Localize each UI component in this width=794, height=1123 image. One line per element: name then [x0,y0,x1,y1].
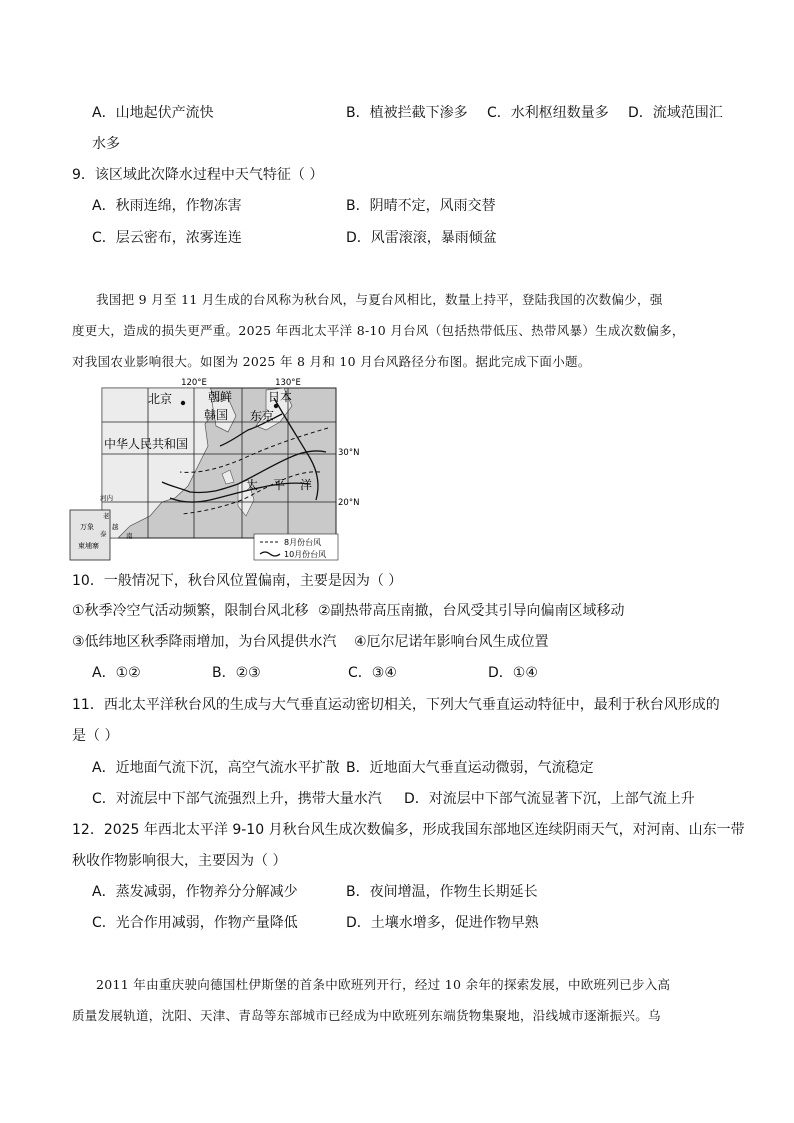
q10-option-c: C．③④ [348,665,397,681]
q10-option-b: B．②③ [212,665,261,681]
vietnam-label: 越 [112,523,119,531]
passage2-line1: 2011 年由重庆驶向德国杜伊斯堡的首条中欧班列开行，经过 10 余年的探索发展，中欧班列已步入高 [96,977,671,992]
beijing-label: 北京 [148,392,173,406]
q8-option-c: C．水利枢纽数量多 [487,105,609,121]
q9-option-b: B．阴晴不定，风雨交替 [346,198,496,214]
vientiane-label: 万象 [80,523,94,531]
q8-option-b: B．植被拦截下渗多 [346,105,468,121]
q10-statement-4: ④厄尔尼诺年影响台风生成位置 [354,634,549,650]
japan-label: 日本 [268,390,293,404]
q10-statement-2: ②副热带高压南撤，台风受其引导向偏南区域移动 [318,603,625,619]
lon-130-label: 130°E [275,378,301,388]
q11-option-c: C．对流层中下部气流强烈上升，携带大量水汽 [92,791,382,807]
q11-stem-line1: 11．西北太平洋秋台风的生成与大气垂直运动密切相关，下列大气垂直运动特征中，最利于秋台风形成的 [72,697,720,713]
typhoon-track-map [70,376,360,562]
lon-120-label: 120°E [181,378,207,388]
q12-option-d: D．土壤水增多，促进作物早熟 [346,915,539,931]
thailand-label: 泰 [100,530,107,538]
lat-20-label: 20°N [338,498,360,508]
hanoi-label: 河内 [100,494,113,502]
q10-statement-3: ③低纬地区秋季降雨增加，为台风提供水汽 [72,634,337,650]
q12-option-c: C．光合作用减弱，作物产量降低 [92,915,298,931]
passage1-line1: 我国把 9 月至 11 月生成的台风称为秋台风，与夏台风相比，数量上持平，登陆我国的次数偏少，强 [96,292,663,307]
lat-30-label: 30°N [338,448,360,458]
south-label: 南 [126,532,133,540]
passage1-line2: 度更大，造成的损失更严重。2025 年西北太平洋 8-10 月台风（包括热带低压、热带风暴）生成次数偏多， [72,323,685,338]
q10-option-d: D．①④ [488,665,538,681]
pacific-char-1: 太 [246,478,259,492]
cambodia-label: 柬埔寨 [78,542,99,550]
q12-stem-line2: 秋收作物影响很大，主要因为（ ） [72,853,287,869]
q11-option-b: B．近地面大气垂直运动微弱，气流稳定 [346,760,594,776]
legend-october-label: 10月份台风 [284,550,327,559]
tokyo-label: 东京 [250,409,275,423]
q8-option-a: A．山地起伏产流快 [92,105,214,121]
q11-option-a: A．近地面气流下沉，高空气流水平扩散 [92,760,340,776]
q11-option-d: D．对流层中下部气流显著下沉，上部气流上升 [404,791,695,807]
passage1-line3: 对我国农业影响很大。如图为 2025 年 8 月和 10 月台风路径分布图。据此完成下面小题。 [72,354,591,369]
legend-august-label: 8月份台风 [284,538,322,547]
laos-label: 老 [103,512,110,520]
q10-stem: 10．一般情况下，秋台风位置偏南，主要是因为（ ） [72,573,403,589]
q12-stem-line1: 12．2025 年西北太平洋 9-10 月秋台风生成次数偏多，形成我国东部地区连续阴雨天气，对河南、山东一带 [72,822,745,838]
q8-option-d-continued: 水多 [92,136,120,152]
pacific-char-2: 平 [273,478,286,492]
q9-option-d: D．风雷滚滚，暴雨倾盆 [346,230,497,246]
q12-option-a: A．蒸发减弱，作物养分分解减少 [92,884,298,900]
q9-option-a: A．秋雨连绵，作物冻害 [92,198,242,214]
q10-statement-1: ①秋季冷空气活动频繁，限制台风北移 [72,603,309,619]
q9-stem: 9．该区域此次降水过程中天气特征（ ） [72,167,324,183]
q9-option-c: C．层云密布，浓雾连连 [92,230,242,246]
q11-stem-line2: 是（ ） [72,728,119,744]
south-korea-label: 韩国 [204,408,229,422]
north-korea-label: 朝鲜 [208,390,233,404]
q12-option-b: B．夜间增温，作物生长期延长 [346,884,538,900]
beijing-dot [181,401,185,405]
q8-option-d: D．流域范围汇 [628,105,723,121]
pacific-char-3: 洋 [300,478,313,492]
passage2-line2: 质量发展轨道，沈阳、天津、青岛等东部城市已经成为中欧班列东端货物集聚地，沿线城市逐渐振兴。乌 [72,1008,661,1023]
q10-option-a: A．①② [92,665,141,681]
china-label: 中华人民共和国 [104,437,189,451]
tokyo-dot [274,404,278,408]
